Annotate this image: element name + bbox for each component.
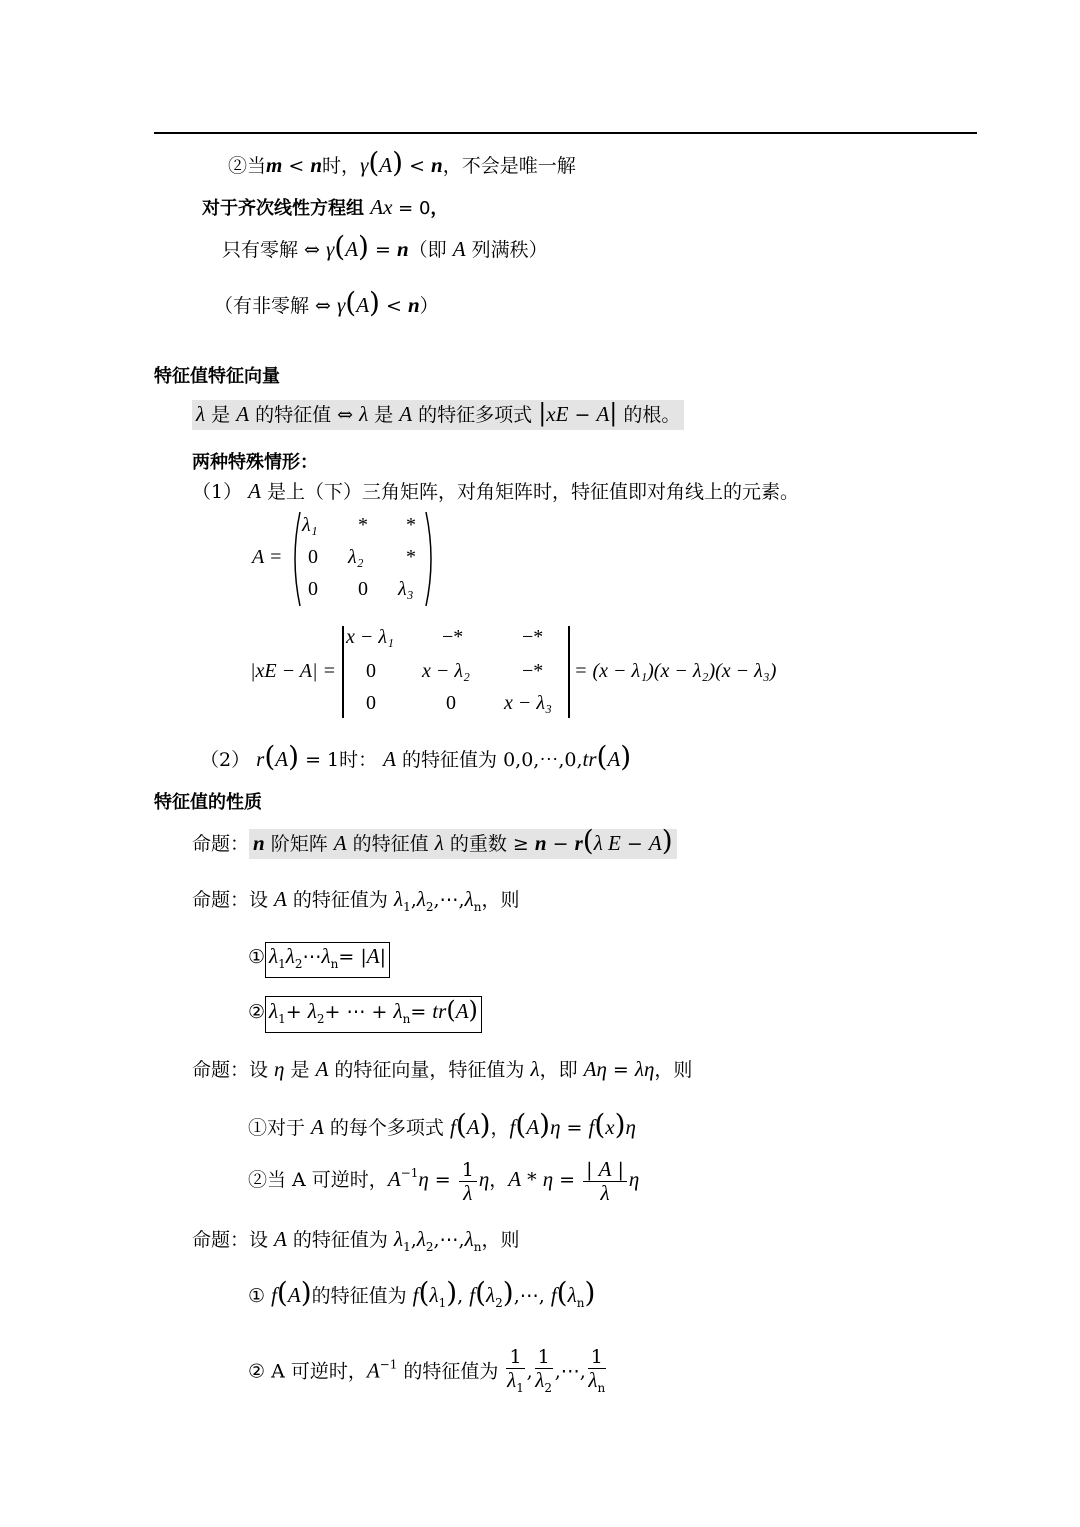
line-not-unique: ②当m < n时，γ(A) < n，不会是唯一解	[228, 146, 576, 179]
matrix-cell: 0	[308, 546, 318, 568]
section-heading-eigen: 特征值特征向量	[154, 366, 280, 387]
line-nonzero-solution: （有非零解 ⇔ γ(A) < n）	[214, 286, 439, 319]
matrix-cell: *	[358, 514, 368, 536]
matrix-a-lhs: A =	[252, 546, 283, 568]
det-cell: x − λ₁	[346, 626, 394, 648]
homogeneous-heading: 对于齐次线性方程组 Ax = 0，	[202, 195, 449, 219]
matrix-a	[252, 510, 452, 610]
det-lhs: |xE − A| =	[250, 660, 336, 682]
left-paren-icon	[288, 510, 302, 608]
det-cell: 0	[446, 692, 456, 714]
proposition-4b: ② A 可逆时，$A^{-1}$ 的特征值为 $\frac{1}{\lambda_1}$ , $\frac{1}{\lambda_2}$ ,⋯, $\frac{1}{\lambda_n}$	[248, 1346, 606, 1395]
proposition-2a: ① $\lambda_1\lambda_2\cdots\lambda_n= |A|$	[248, 942, 390, 978]
proposition-3b: ②当 A 可逆时，$A^{-1}\eta$ = $\frac{1}{\lambda}$ η，A * η = $\frac{| A |}{\lambda}$ η	[248, 1157, 640, 1205]
det-left-bar	[342, 626, 344, 718]
proposition-label: 命题：	[192, 833, 250, 855]
det-cell: −*	[522, 660, 544, 682]
proposition-4: 命题：设 A 的特征值为 $\lambda_1,\lambda_2,\cdots,\lambda_n$，则	[192, 1227, 520, 1254]
det-cell: −*	[522, 626, 544, 648]
proposition-3: 命题：设 η 是 A 的特征向量，特征值为 λ，即 Aη = λη，则	[192, 1057, 693, 1081]
header-rule	[154, 132, 977, 134]
line-zero-solution: 只有零解 ⇔ γ(A) = n（即 A 列满秩）	[222, 230, 548, 263]
case-1: （1） A 是上（下）三角矩阵，对角矩阵时，特征值即对角线上的元素。	[192, 479, 800, 503]
matrix-cell: λ₁	[302, 514, 318, 536]
case-2: （2） r(A) = 1时： A 的特征值为 0,0,⋯,0,tr(A)	[200, 740, 632, 773]
det-cell: −*	[442, 626, 464, 648]
right-paren-icon	[424, 510, 438, 608]
matrix-cell: 0	[308, 578, 318, 600]
det-rhs: = (x − λ₁)(x − λ₂)(x − λ₃)	[574, 660, 777, 682]
matrix-cell: λ₂	[348, 546, 364, 568]
proposition-1: 命题： n 阶矩阵 A 的特征值 λ 的重数 ≥ n − r(λ E − A)	[192, 828, 677, 857]
det-cell: 0	[366, 660, 376, 682]
det-cell: x − λ₃	[504, 692, 552, 714]
matrix-cell: *	[406, 514, 416, 536]
det-cell: 0	[366, 692, 376, 714]
proposition-2: 命题：设 A 的特征值为 $\lambda_1,\lambda_2,\cdots,\lambda_n$，则	[192, 887, 520, 914]
matrix-cell: λ₃	[398, 578, 414, 600]
section-heading-properties: 特征值的性质	[154, 792, 262, 813]
matrix-cell: 0	[358, 578, 368, 600]
eigen-definition: λ 是 A 的特征值 ⇔ λ 是 A 的特征多项式 |xE − A| 的根。	[192, 400, 684, 428]
proposition-2b: ② $\lambda_1+ \lambda_2+$ ⋯ + $\lambda_n= tr(A)$	[248, 996, 482, 1033]
determinant	[250, 622, 850, 722]
special-cases-heading: 两种特殊情形：	[192, 452, 318, 473]
det-right-bar	[568, 626, 570, 718]
det-cell: x − λ₂	[422, 660, 470, 682]
matrix-cell: *	[406, 546, 416, 568]
proposition-3a: ①对于 A 的每个多项式 f(A)，f(A)η = f(x)η	[248, 1108, 636, 1141]
proposition-4a: ① f(A)的特征值为 $f(\lambda_1)$, $f(\lambda_2),\cdots$, $f(\lambda_n)$	[248, 1276, 596, 1310]
